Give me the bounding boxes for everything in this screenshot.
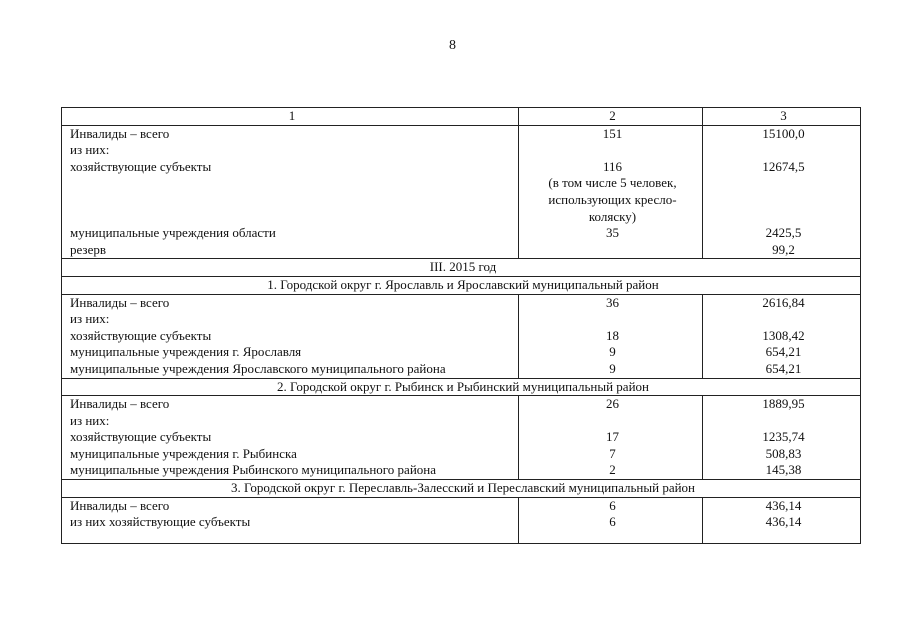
table-row xyxy=(62,429,861,446)
table-row xyxy=(62,225,861,242)
row-label: муниципальные учреждения Рыбинского муниципального района xyxy=(62,462,519,479)
table-row xyxy=(62,514,861,543)
count-cell: 17 xyxy=(519,429,703,446)
table-row xyxy=(62,311,861,328)
amount-cell: 1308,42 xyxy=(703,328,861,345)
count-cell: 9 xyxy=(519,344,703,361)
count-cell: 26 xyxy=(519,396,703,413)
row-label: Инвалиды – всего xyxy=(62,396,519,413)
row-label: резерв xyxy=(62,242,519,259)
column-header: 2 xyxy=(519,108,703,126)
row-label: Инвалиды – всего xyxy=(62,497,519,514)
count-cell xyxy=(519,142,703,159)
amount-cell: 436,14 xyxy=(703,514,861,543)
column-header: 3 xyxy=(703,108,861,126)
district-2-title: 2. Городской округ г. Рыбинск и Рыбинский муниципальный район xyxy=(62,378,861,396)
amount-cell: 12674,5 xyxy=(703,159,861,176)
table-row xyxy=(62,462,861,479)
page-number: 8 xyxy=(449,38,456,53)
table-row xyxy=(62,413,861,430)
amount-cell: 145,38 xyxy=(703,462,861,479)
row-label: муниципальные учреждения г. Рыбинска xyxy=(62,446,519,463)
table-row xyxy=(62,361,861,378)
amount-cell xyxy=(703,209,861,226)
row-label xyxy=(62,192,519,209)
amount-cell: 654,21 xyxy=(703,361,861,378)
row-label xyxy=(62,209,519,226)
amount-cell: 15100,0 xyxy=(703,125,861,142)
count-cell xyxy=(519,413,703,430)
amount-cell xyxy=(703,142,861,159)
amount-cell: 436,14 xyxy=(703,497,861,514)
amount-cell xyxy=(703,311,861,328)
row-label: из них: xyxy=(62,413,519,430)
table-row xyxy=(62,328,861,345)
amount-cell xyxy=(703,413,861,430)
row-label: муниципальные учреждения области xyxy=(62,225,519,242)
count-cell xyxy=(519,311,703,328)
count-cell: 151 xyxy=(519,125,703,142)
count-note: (в том числе 5 человек, xyxy=(519,175,703,192)
table-row xyxy=(62,242,861,259)
count-cell: 36 xyxy=(519,294,703,311)
table-header-row xyxy=(62,108,861,126)
section-year-title: III. 2015 год xyxy=(62,259,861,277)
district-title-row xyxy=(62,276,861,294)
district-title-row xyxy=(62,378,861,396)
district-title-row xyxy=(62,480,861,498)
row-label: муниципальные учреждения г. Ярославля xyxy=(62,344,519,361)
section-year-row xyxy=(62,259,861,277)
row-label: хозяйствующие субъекты xyxy=(62,159,519,176)
table-row xyxy=(62,209,861,226)
table-row xyxy=(62,396,861,413)
row-label: муниципальные учреждения Ярославского муниципального района xyxy=(62,361,519,378)
amount-cell: 508,83 xyxy=(703,446,861,463)
amount-cell: 2616,84 xyxy=(703,294,861,311)
row-label: хозяйствующие субъекты xyxy=(62,328,519,345)
amount-cell: 2425,5 xyxy=(703,225,861,242)
count-cell xyxy=(519,242,703,259)
count-cell: 9 xyxy=(519,361,703,378)
count-cell: 116 xyxy=(519,159,703,176)
count-cell: 6 xyxy=(519,497,703,514)
count-note: использующих кресло- xyxy=(519,192,703,209)
table-row xyxy=(62,497,861,514)
amount-cell: 1889,95 xyxy=(703,396,861,413)
row-label: из них хозяйствующие субъекты xyxy=(62,514,519,543)
column-header: 1 xyxy=(62,108,519,126)
district-3-title: 3. Городской округ г. Переславль-Залесский и Переславский муниципальный район xyxy=(62,480,861,498)
table-row xyxy=(62,142,861,159)
count-cell: 18 xyxy=(519,328,703,345)
row-label: Инвалиды – всего xyxy=(62,294,519,311)
amount-cell: 99,2 xyxy=(703,242,861,259)
count-cell: 6 xyxy=(519,514,703,543)
count-note: коляску) xyxy=(519,209,703,226)
amount-cell xyxy=(703,192,861,209)
count-cell: 35 xyxy=(519,225,703,242)
allocation-table xyxy=(61,107,861,544)
district-1-title: 1. Городской округ г. Ярославль и Ярославский муниципальный район xyxy=(62,276,861,294)
table-row xyxy=(62,175,861,192)
table-row xyxy=(62,344,861,361)
table-row xyxy=(62,294,861,311)
count-cell: 7 xyxy=(519,446,703,463)
table-row xyxy=(62,192,861,209)
amount-cell: 654,21 xyxy=(703,344,861,361)
row-label: Инвалиды – всего xyxy=(62,125,519,142)
row-label: из них: xyxy=(62,311,519,328)
row-label xyxy=(62,175,519,192)
table-row xyxy=(62,159,861,176)
amount-cell xyxy=(703,175,861,192)
row-label: хозяйствующие субъекты xyxy=(62,429,519,446)
table-row xyxy=(62,125,861,142)
table-row xyxy=(62,446,861,463)
amount-cell: 1235,74 xyxy=(703,429,861,446)
count-cell: 2 xyxy=(519,462,703,479)
row-label: из них: xyxy=(62,142,519,159)
